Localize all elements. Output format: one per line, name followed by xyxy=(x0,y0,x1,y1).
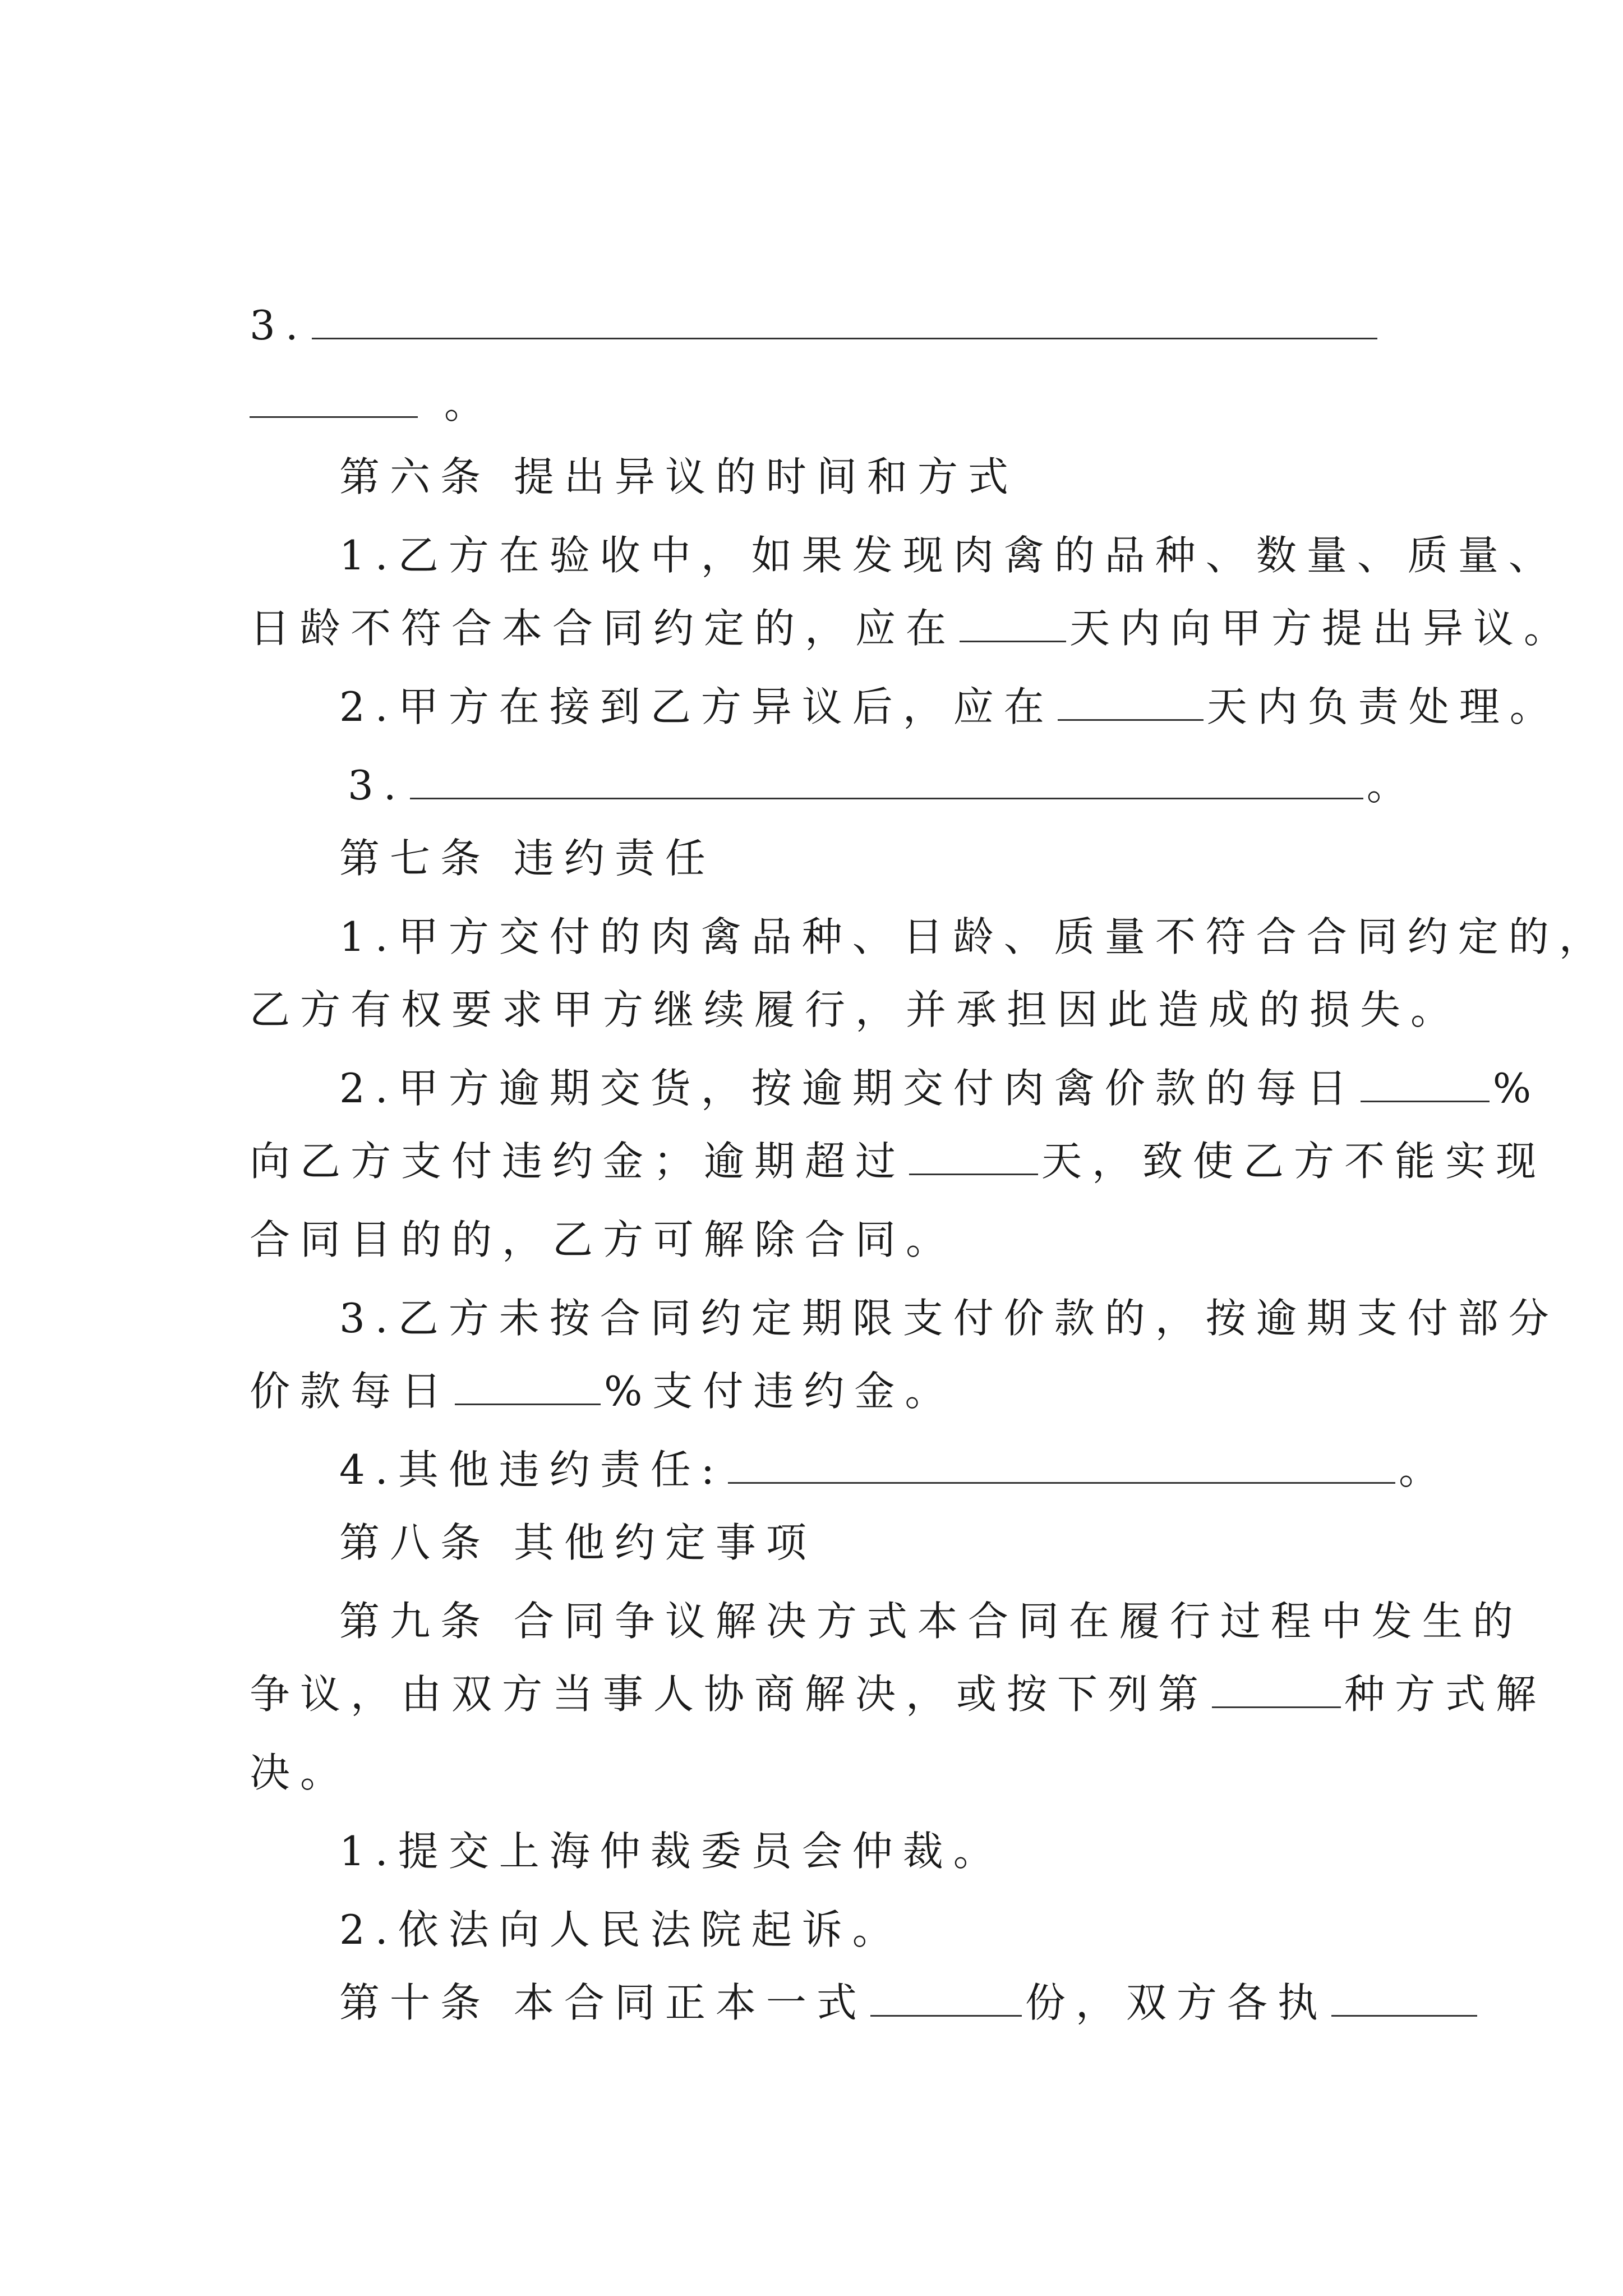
clause-3-continuation: 。 xyxy=(250,370,1388,438)
clause-3-line: 3. xyxy=(250,292,1388,359)
article-7-item-3-line-1: 3.乙方未按合同约定期限支付价款的，按逾期支付部分 xyxy=(339,1295,1559,1342)
blank-field xyxy=(1361,1061,1490,1102)
article-7-item-3-line-2: 价款每日 %支付违约金。 xyxy=(250,1358,1388,1425)
blank-field xyxy=(312,298,1377,339)
article-9-line-2: 争议，由双方当事人协商解决，或按下列第 种方式解 xyxy=(250,1660,1388,1728)
article-6-item-1-line-1: 1.乙方在验收中，如果发现肉禽的品种、数量、质量、 xyxy=(339,532,1559,579)
blank-field xyxy=(960,601,1066,642)
article-6-item-2: 2.甲方在接到乙方异议后，应在 天内负责处理。 xyxy=(250,673,1388,740)
blank-field xyxy=(1212,1667,1341,1708)
article-9-line-1: 第九条 合同争议解决方式本合同在履行过程中发生的 xyxy=(339,1598,1523,1645)
article-6-title: 第六条 提出异议的时间和方式 xyxy=(339,453,1018,500)
blank-field xyxy=(1331,1976,1477,2017)
article-8-title: 第八条 其他约定事项 xyxy=(339,1519,817,1566)
article-6-item-3: 3. 。 xyxy=(250,752,1388,819)
blank-field xyxy=(455,1364,601,1405)
article-6-item-1-line-2: 日龄不符合本合同约定的，应在 天内向甲方提出异议。 xyxy=(250,595,1388,662)
article-7-item-2-line-3: 合同目的的，乙方可解除合同。 xyxy=(250,1216,957,1263)
article-7-title: 第七条 违约责任 xyxy=(339,835,716,882)
blank-field xyxy=(728,1443,1395,1484)
article-9-option-1: 1.提交上海仲裁委员会仲裁。 xyxy=(339,1828,1004,1875)
blank-field xyxy=(250,377,418,418)
article-7-item-1-line-2: 乙方有权要求甲方继续履行，并承担因此造成的损失。 xyxy=(250,986,1461,1033)
blank-field xyxy=(1058,680,1204,721)
article-9-line-3: 决。 xyxy=(250,1749,351,1796)
article-7-item-1-line-1: 1.甲方交付的肉禽品种、日龄、质量不符合合同约定的， xyxy=(339,913,1610,960)
article-7-item-2-line-2: 向乙方支付违约金；逾期超过 天，致使乙方不能实现 xyxy=(250,1128,1388,1195)
article-7-item-4: 4.其他违约责任: 。 xyxy=(250,1436,1388,1503)
blank-field xyxy=(410,758,1363,799)
article-9-option-2: 2.依法向人民法院起诉。 xyxy=(339,1906,903,1953)
blank-field xyxy=(870,1976,1022,2017)
article-10-line-1: 第十条 本合同正本一式 份，双方各执 xyxy=(250,1969,1388,2036)
article-7-item-2-line-1: 2.甲方逾期交货，按逾期交付肉禽价款的每日 % xyxy=(250,1055,1388,1122)
blank-field xyxy=(909,1134,1038,1175)
